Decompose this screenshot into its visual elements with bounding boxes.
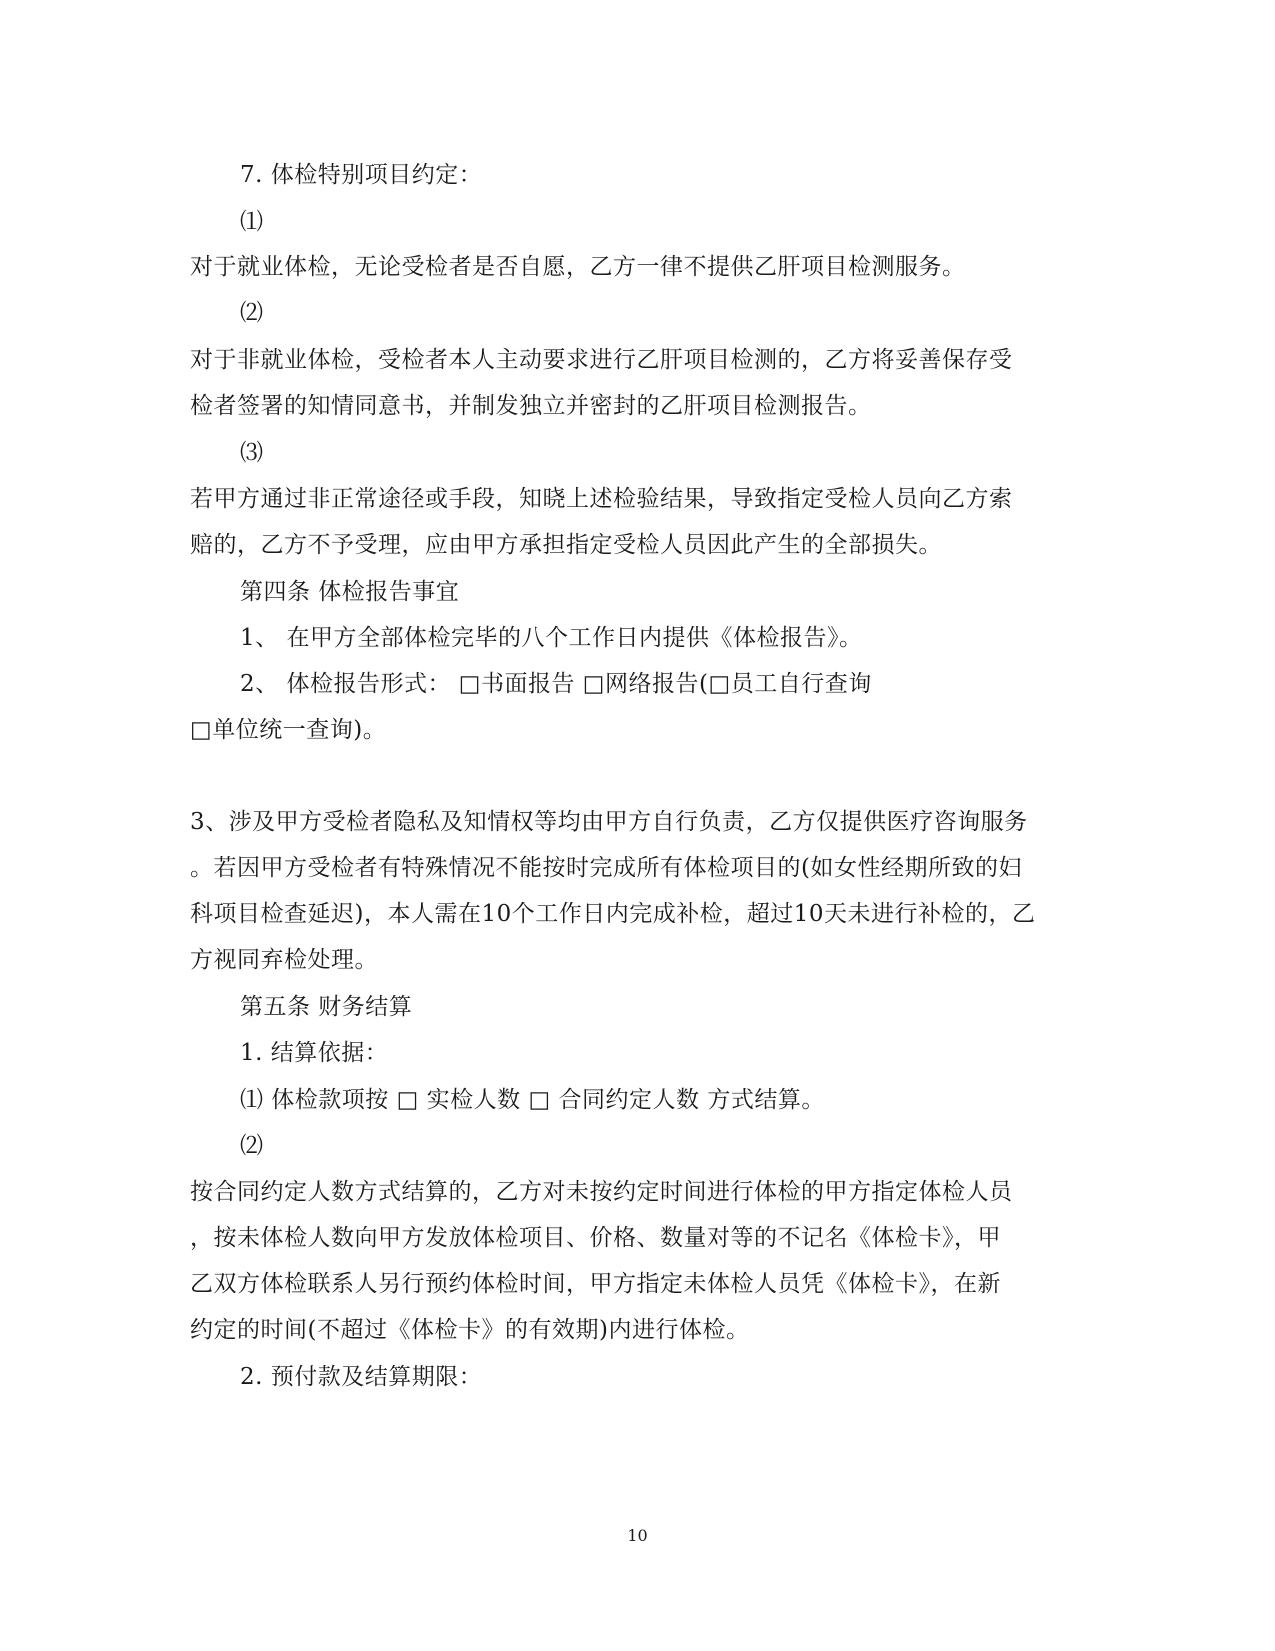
item-marker-1: ⑴ <box>240 209 264 235</box>
article-4-heading: 第四条 体检报告事宜 <box>240 579 460 605</box>
paragraph-line: 方视同弃检处理。 <box>190 947 378 973</box>
paragraph-line: 约定的时间(不超过《体检卡》的有效期)内进行体检。 <box>190 1317 750 1343</box>
article-5-heading: 第五条 财务结算 <box>240 994 413 1020</box>
paragraph-line: 1. 结算依据： <box>240 1040 389 1066</box>
paragraph-line: 检者签署的知情同意书，并制发独立并密封的乙肝项目检测报告。 <box>190 393 872 419</box>
paragraph-line: 1、 在甲方全部体检完毕的八个工作日内提供《体检报告》。 <box>240 625 863 651</box>
settlement-method-line: ⑴ 体检款项按 □ 实检人数 □ 合同约定人数 方式结算。 <box>240 1087 825 1113</box>
paragraph-line: 若甲方通过非正常途径或手段，知晓上述检验结果，导致指定受检人员向乙方索 <box>190 486 1013 512</box>
clause-7-heading: 7. 体检特别项目约定： <box>240 162 483 188</box>
paragraph-line: □单位统一查询)。 <box>190 717 387 743</box>
item-marker-3: ⑶ <box>240 440 264 466</box>
paragraph-line: ，按未体检人数向甲方发放体检项目、价格、数量对等的不记名《体检卡》，甲 <box>190 1225 1001 1251</box>
report-format-line: 2、 体检报告形式： □书面报告 □网络报告(□员工自行查询 <box>240 671 872 697</box>
paragraph-line: 3、涉及甲方受检者隐私及知情权等均由甲方自行负责，乙方仅提供医疗咨询服务 <box>190 809 1028 835</box>
paragraph-line: 。若因甲方受检者有特殊情况不能按时完成所有体检项目的(如女性经期所致的妇 <box>190 855 1022 881</box>
paragraph-line: 乙双方体检联系人另行预约体检时间，甲方指定未体检人员凭《体检卡》，在新 <box>190 1271 1001 1297</box>
paragraph-line: 对于就业体检，无论受检者是否自愿，乙方一律不提供乙肝项目检测服务。 <box>190 254 966 280</box>
item-marker-2b: ⑵ <box>240 1133 264 1159</box>
paragraph-line: 按合同约定人数方式结算的，乙方对未按约定时间进行体检的甲方指定体检人员 <box>190 1179 1013 1205</box>
paragraph-line: 科项目检查延迟)，本人需在10个工作日内完成补检，超过10天未进行补检的，乙 <box>190 901 1036 927</box>
paragraph-line: 对于非就业体检，受检者本人主动要求进行乙肝项目检测的，乙方将妥善保存受 <box>190 347 1013 373</box>
paragraph-line: 2. 预付款及结算期限： <box>240 1364 483 1390</box>
page-number: 10 <box>627 1526 648 1545</box>
paragraph-line: 赔的，乙方不予受理，应由甲方承担指定受检人员因此产生的全部损失。 <box>190 532 942 558</box>
item-marker-2: ⑵ <box>240 300 264 326</box>
